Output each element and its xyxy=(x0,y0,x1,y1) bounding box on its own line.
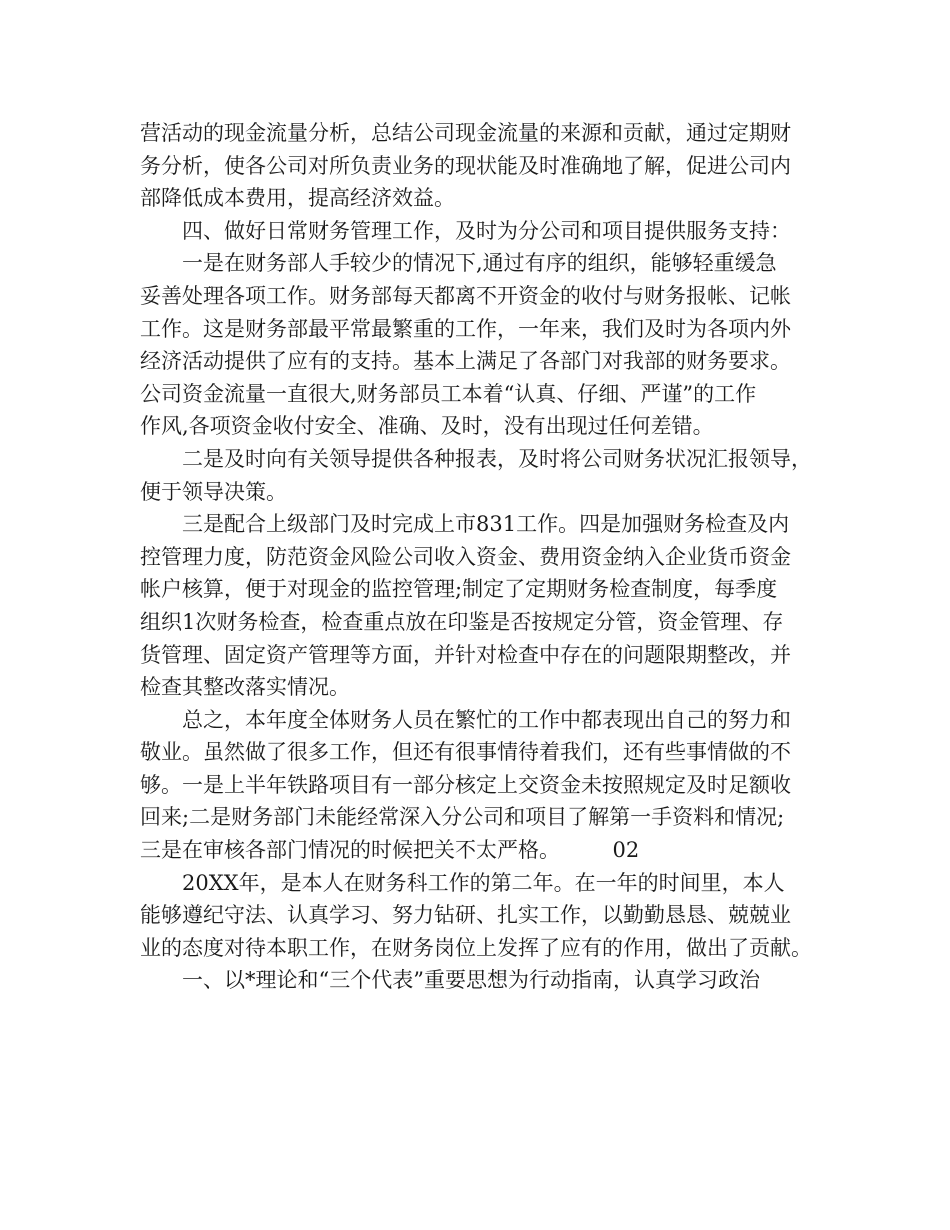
text-line: 经济活动提供了应有的支持。基本上满足了各部门对我部的财务要求。 xyxy=(140,349,791,374)
text-line: 部降低成本费用，提高经济效益。 xyxy=(140,186,455,211)
text-line: 敬业。虽然做了很多工作，但还有很事情待着我们，还有些事情做的不 xyxy=(140,740,791,765)
text-line: 三是配合上级部门及时完成上市831工作。四是加强财务检查及内 xyxy=(182,512,790,537)
text-line: 妥善处理各项工作。财务部每天都离不开资金的收付与财务报帐、记帐 xyxy=(140,283,791,308)
text-line: 一、以*理论和“三个代表”重要思想为行动指南，认真学习政治 xyxy=(182,968,760,993)
text-line: 四、做好日常财务管理工作，及时为分公司和项目提供服务支持： xyxy=(182,218,791,243)
text-line: 够。一是上半年铁路项目有一部分核定上交资金未按照规定及时足额收 xyxy=(140,772,791,797)
document-body xyxy=(140,117,820,997)
text-line: 组织1次财务检查，检查重点放在印鉴是否按规定分管，资金管理、存 xyxy=(140,609,784,634)
text-line: 营活动的现金流量分析，总结公司现金流量的来源和贡献，通过定期财 xyxy=(140,121,791,145)
text-line: 回来;二是财务部门未能经常深入分公司和项目了解第一手资料和情况; xyxy=(140,805,785,830)
text-line: 总之，本年度全体财务人员在繁忙的工作中都表现出自己的努力和 xyxy=(182,707,791,732)
text-line: 二是及时向有关领导提供各种报表，及时将公司财务状况汇报领导， xyxy=(182,446,812,471)
text-line: 便于领导决策。 xyxy=(140,479,287,504)
text-line: 业的态度对待本职工作，在财务岗位上发挥了应有的作用，做出了贡献。 xyxy=(140,935,812,960)
text-line: 控管理力度，防范资金风险公司收入资金、费用资金纳入企业货币资金 xyxy=(140,544,791,569)
text-line: 工作。这是财务部最平常最繁重的工作，一年来，我们及时为各项内外 xyxy=(140,316,791,341)
text-line: 货管理、固定资产管理等方面，并针对检查中存在的问题限期整改，并 xyxy=(140,642,791,667)
text-line: 一是在财务部人手较少的情况下,通过有序的组织，能够轻重缓急 xyxy=(182,251,777,276)
text-line: 作风,各项资金收付安全、准确、及时，没有出现过任何差错。 xyxy=(140,414,714,439)
text-line: 三是在审核各部门情况的时候把关不太严格。 02 xyxy=(140,838,640,863)
text-line: 检查其整改落实情况。 xyxy=(140,675,350,700)
text-line: 帐户核算，便于对现金的监控管理;制定了定期财务检查制度，每季度 xyxy=(140,577,778,602)
text-line: 务分析，使各公司对所负责业务的现状能及时准确地了解，促进公司内 xyxy=(140,153,791,178)
text-line: 公司资金流量一直很大,财务部员工本着“认真、仔细、严谨”的工作 xyxy=(140,381,757,406)
text-line: 20XX年，是本人在财务科工作的第二年。在一年的时间里，本人 xyxy=(182,870,785,895)
text-line: 能够遵纪守法、认真学习、努力钻研、扎实工作，以勤勤恳恳、兢兢业 xyxy=(140,903,791,928)
